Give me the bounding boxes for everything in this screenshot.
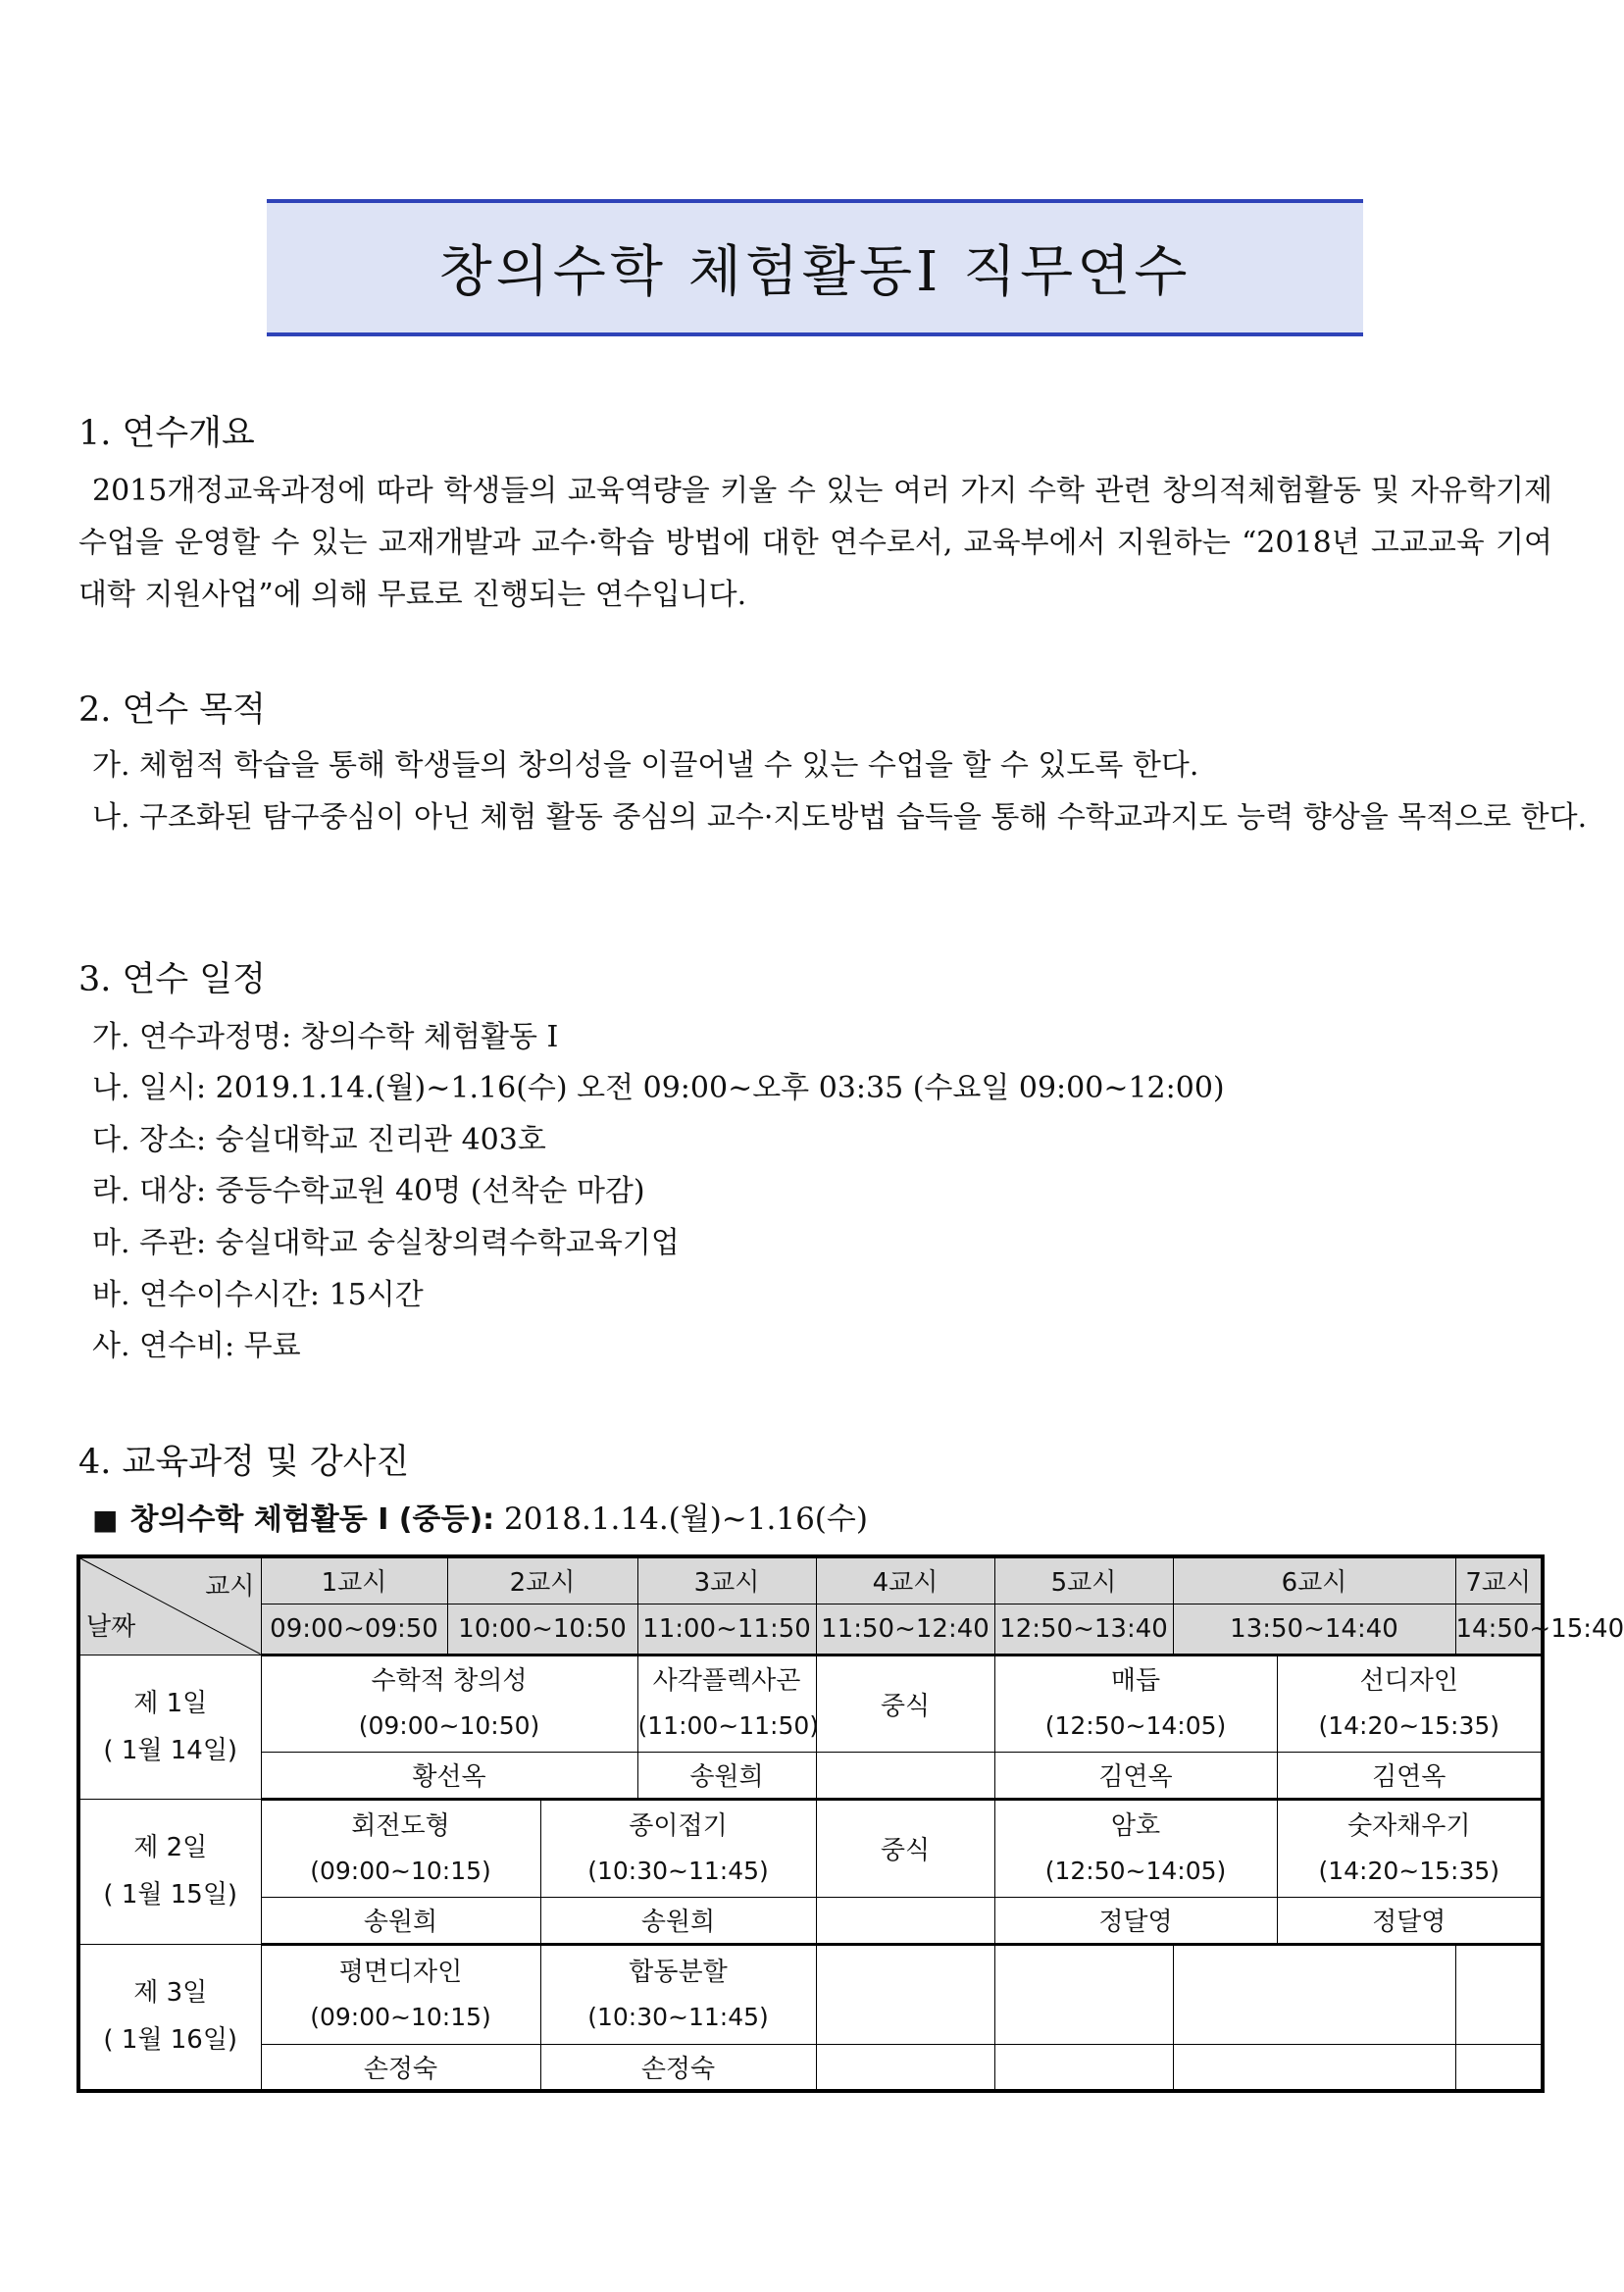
instructor-cell: 정달영 [1277,1897,1543,1944]
empty-cell [1173,1944,1455,2044]
session-cell [1277,1655,1543,1752]
page-title: 창의수학 체험활동Ⅰ 직무연수 [438,240,1192,304]
session-title: 회전도형 [351,1810,450,1841]
period-header: 6교시 [1173,1556,1455,1604]
section-3-item: 마. 주관: 숭실대학교 숭실창의력수학교육기업 [92,1226,680,1260]
corner-label-date: 날짜 [86,1611,136,1642]
session-time: (14:20~15:35) [1318,1856,1500,1885]
instructor-cell-empty [816,1897,994,1944]
period-header: 1교시 [261,1556,447,1604]
period-time: 11:00~11:50 [637,1604,816,1655]
session-title: 암호 [1110,1810,1161,1841]
period-header: 3교시 [637,1556,816,1604]
period-header: 7교시 [1455,1556,1543,1604]
empty-cell [816,1944,994,2044]
period-time: 12:50~13:40 [994,1604,1173,1655]
section-2-item: 나. 구조화된 탐구중심이 아닌 체험 활동 중심의 교수·지도방법 습득을 통해 수학교과지도 능력 향상을 목적으로 한다. [92,800,1588,835]
day-label-cell [78,1655,261,1799]
period-time: 11:50~12:40 [816,1604,994,1655]
instructor-cell: 송원희 [637,1752,816,1799]
instructor-cell: 김연옥 [994,1752,1277,1799]
session-time: (11:00~11:50) [637,1711,820,1740]
session-title: 사각플렉사곤 [652,1666,801,1696]
section-2-heading: 2. 연수 목적 [78,690,266,730]
lunch-cell [816,1655,994,1752]
table-corner-cell [78,1556,261,1655]
schedule-course-name: 창의수학 체험활동 I (중등): [129,1503,495,1537]
section-3-item: 다. 장소: 숭실대학교 진리관 403호 [92,1123,546,1157]
schedule-subheading [92,1494,868,1538]
day-number: 제 1일 [133,1688,208,1718]
day-label-cell [78,1944,261,2091]
session-title: 선디자인 [1359,1666,1458,1696]
session-time: (09:00~10:15) [310,1856,491,1885]
session-time: (12:50~14:05) [1044,1711,1227,1740]
instructor-cell: 김연옥 [1277,1752,1543,1799]
session-time: (12:50~14:05) [1044,1856,1227,1885]
period-time: 14:50~15:40 [1455,1604,1543,1655]
session-time: (10:30~11:45) [587,1856,769,1885]
day-date: ( 1월 14일) [103,1735,238,1765]
session-title: 매듭 [1110,1666,1161,1696]
section-2-item: 가. 체험적 학습을 통해 학생들의 창의성을 이끌어낼 수 있는 수업을 할 수 있도록 한다. [92,748,1199,783]
section-1-heading: 1. 연수개요 [78,414,255,453]
session-time: (09:00~10:50) [358,1711,540,1740]
instructor-cell: 송원희 [540,1897,816,1944]
day-number: 제 3일 [133,1978,208,2009]
instructor-cell: 정달영 [994,1897,1277,1944]
section-3-item: 사. 연수비: 무료 [92,1329,301,1363]
session-title: 합동분할 [629,1957,728,1987]
section-4-heading: 4. 교육과정 및 강사진 [78,1443,410,1482]
period-header: 2교시 [447,1556,637,1604]
schedule-date-range: 2018.1.14.(월)~1.16(수) [504,1502,868,1537]
session-title: 평면디자인 [338,1957,463,1987]
title-box [267,199,1363,336]
period-time: 13:50~14:40 [1173,1604,1455,1655]
instructor-cell: 손정숙 [540,2044,816,2091]
section-3-item: 라. 대상: 중등수학교원 40명 (선착순 마감) [92,1174,645,1208]
session-cell [261,1799,540,1897]
session-title: 수학적 창의성 [371,1666,528,1696]
square-bullet-icon: ■ [92,1503,119,1536]
day-label-cell [78,1799,261,1944]
session-time: (09:00~10:15) [310,2002,491,2031]
section-3-item: 바. 연수이수시간: 15시간 [92,1278,424,1312]
section-1-body: 2015개정교육과정에 따라 학생들의 교육역량을 키울 수 있는 여러 가지 수학 관련 창의적체험활동 및 자유학기제 수업을 운영할 수 있는 교재개발과 교수·학습 방법에 대한 연수로서, 교육부에서 지원하는 “2018년 고교교육 기여대학 지원사업”에 의해 무료로 진행되는 연수입니다. [78,474,1552,612]
instructor-cell: 황선옥 [261,1752,637,1799]
session-cell [261,1944,540,2044]
session-cell [994,1799,1277,1897]
section-3-heading: 3. 연수 일정 [78,960,266,999]
schedule-table [76,1554,1624,2093]
instructor-cell: 손정숙 [261,2044,540,2091]
instructor-cell-empty [816,1752,994,1799]
session-title: 숫자채우기 [1346,1810,1471,1841]
empty-cell [816,2044,994,2091]
session-cell [540,1944,816,2044]
lunch-cell [816,1799,994,1897]
empty-cell [994,2044,1173,2091]
lunch-label: 중식 [880,1691,931,1721]
empty-cell [1455,1944,1543,2044]
empty-cell [1455,2044,1543,2091]
session-title: 종이접기 [629,1810,728,1841]
day-date: ( 1월 15일) [103,1880,238,1910]
session-cell [637,1655,820,1752]
period-header: 5교시 [994,1556,1173,1604]
session-cell [261,1655,637,1752]
lunch-label: 중식 [880,1836,931,1865]
session-cell [540,1799,816,1897]
session-time: (14:20~15:35) [1318,1711,1500,1740]
session-cell [1277,1799,1543,1897]
period-time: 10:00~10:50 [447,1604,637,1655]
day-number: 제 2일 [133,1833,208,1862]
empty-cell [1173,2044,1455,2091]
session-cell [994,1655,1277,1752]
empty-cell [994,1944,1173,2044]
section-3-item: 가. 연수과정명: 창의수학 체험활동 I [92,1020,559,1054]
section-3-item: 나. 일시: 2019.1.14.(월)~1.16(수) 오전 09:00~오후 03:35 (수요일 09:00~12:00) [92,1071,1225,1105]
period-time: 09:00~09:50 [261,1604,447,1655]
session-time: (10:30~11:45) [587,2002,769,2031]
period-header: 4교시 [816,1556,994,1604]
day-date: ( 1월 16일) [103,2025,238,2056]
instructor-cell: 송원희 [261,1897,540,1944]
corner-label-period: 교시 [205,1572,255,1602]
